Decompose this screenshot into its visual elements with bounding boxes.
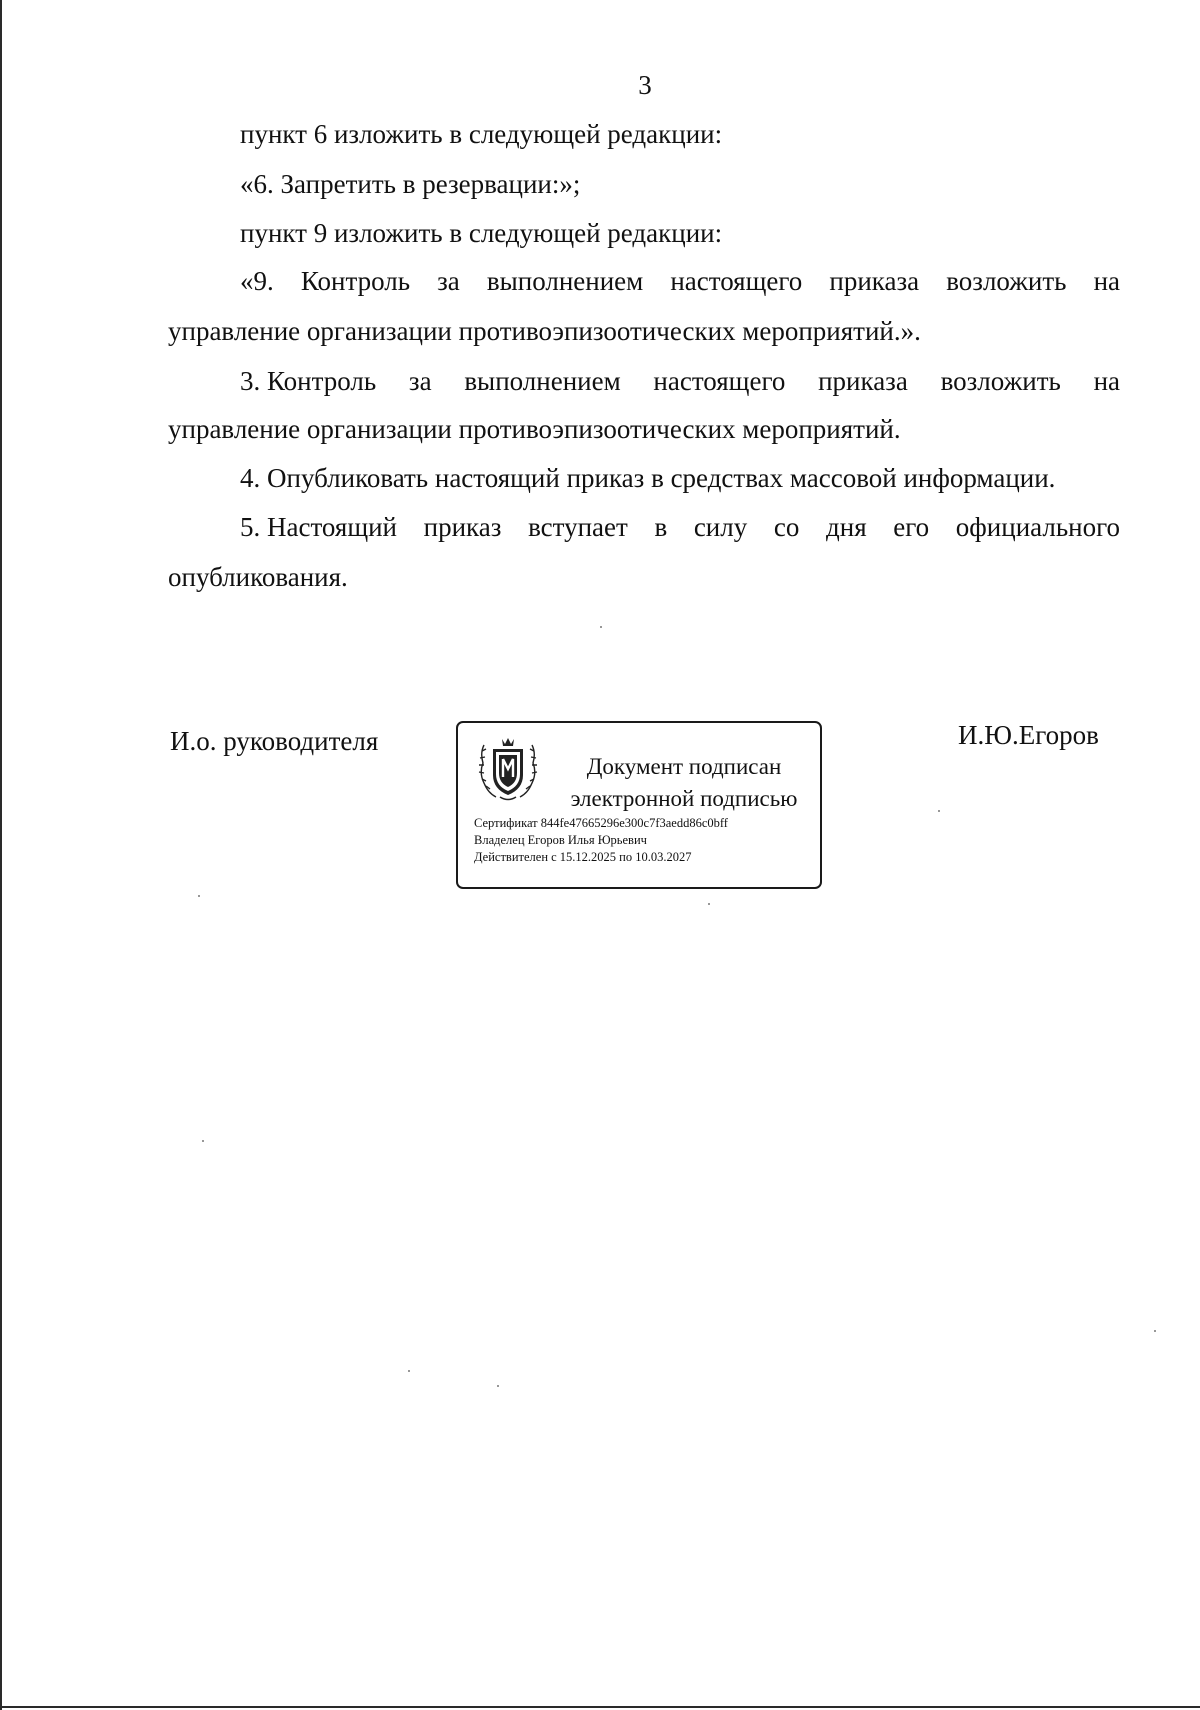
validity-line: Действителен с 15.12.2025 по 10.03.2027 xyxy=(474,850,692,864)
scan-edge-left xyxy=(0,0,2,1710)
word: возложить xyxy=(946,266,1067,296)
word: вступает xyxy=(528,512,628,542)
word: его xyxy=(893,512,930,542)
word: настоящего xyxy=(670,266,803,296)
word: приказа xyxy=(829,266,920,296)
scan-speck xyxy=(408,1370,410,1372)
word: приказ xyxy=(423,512,502,542)
coat-of-arms-icon xyxy=(476,735,540,805)
scan-speck xyxy=(497,1385,499,1387)
word: со xyxy=(773,512,800,542)
word: на xyxy=(1093,266,1120,296)
electronic-signature-stamp xyxy=(456,721,822,889)
word: 5. Настоящий xyxy=(240,512,398,542)
signer-name: И.Ю.Егоров xyxy=(958,720,1099,750)
scan-speck xyxy=(600,626,602,628)
scan-speck xyxy=(198,895,200,897)
body-line-2: «6. Запретить в резервации:»; xyxy=(240,169,581,199)
stamp-title-line-1: Документ подписан xyxy=(586,754,782,779)
scan-speck xyxy=(202,1140,204,1142)
word: дня xyxy=(826,512,867,542)
word: приказа xyxy=(818,366,908,396)
stamp-title xyxy=(554,751,814,815)
word: в xyxy=(654,512,668,542)
word: «9. xyxy=(240,266,274,296)
word: на xyxy=(1093,366,1120,396)
word: выполнением xyxy=(464,366,621,396)
page-number: 3 xyxy=(638,70,652,100)
scan-speck xyxy=(1154,1330,1156,1332)
item-4: 4. Опубликовать настоящий приказ в средствах массовой информации. xyxy=(240,463,1056,493)
word: 3. Контроль xyxy=(240,366,377,396)
scan-speck xyxy=(708,903,710,905)
item-5-line-2: опубликования. xyxy=(168,562,348,592)
paragraph-9-line-1 xyxy=(240,265,1120,297)
stamp-title-line-2: электронной подписью xyxy=(570,786,798,811)
word: Контроль xyxy=(300,266,411,296)
word: за xyxy=(408,366,432,396)
item-5-line-1 xyxy=(240,511,1120,543)
word: официального xyxy=(955,512,1120,542)
scan-speck xyxy=(938,810,940,812)
stamp-details xyxy=(474,815,728,866)
word: силу xyxy=(693,512,748,542)
word: настоящего xyxy=(653,366,786,396)
word: выполнением xyxy=(486,266,644,296)
item-3-line-2: управление организации противоэпизоотических мероприятий. xyxy=(168,414,901,444)
paragraph-9-line-2: управление организации противоэпизоотических мероприятий.». xyxy=(168,316,921,346)
word: возложить xyxy=(940,366,1061,396)
owner-line: Владелец Егоров Илья Юрьевич xyxy=(474,833,647,847)
body-line-1: пункт 6 изложить в следующей редакции: xyxy=(240,119,723,149)
scan-edge-bottom xyxy=(0,1706,1200,1708)
word: за xyxy=(437,266,460,296)
item-3-line-1 xyxy=(240,365,1120,397)
body-line-3: пункт 9 изложить в следующей редакции: xyxy=(240,218,723,248)
signer-position: И.о. руководителя xyxy=(170,726,379,756)
certificate-line: Сертификат 844fe47665296e300c7f3aedd86c0bff xyxy=(474,816,728,830)
